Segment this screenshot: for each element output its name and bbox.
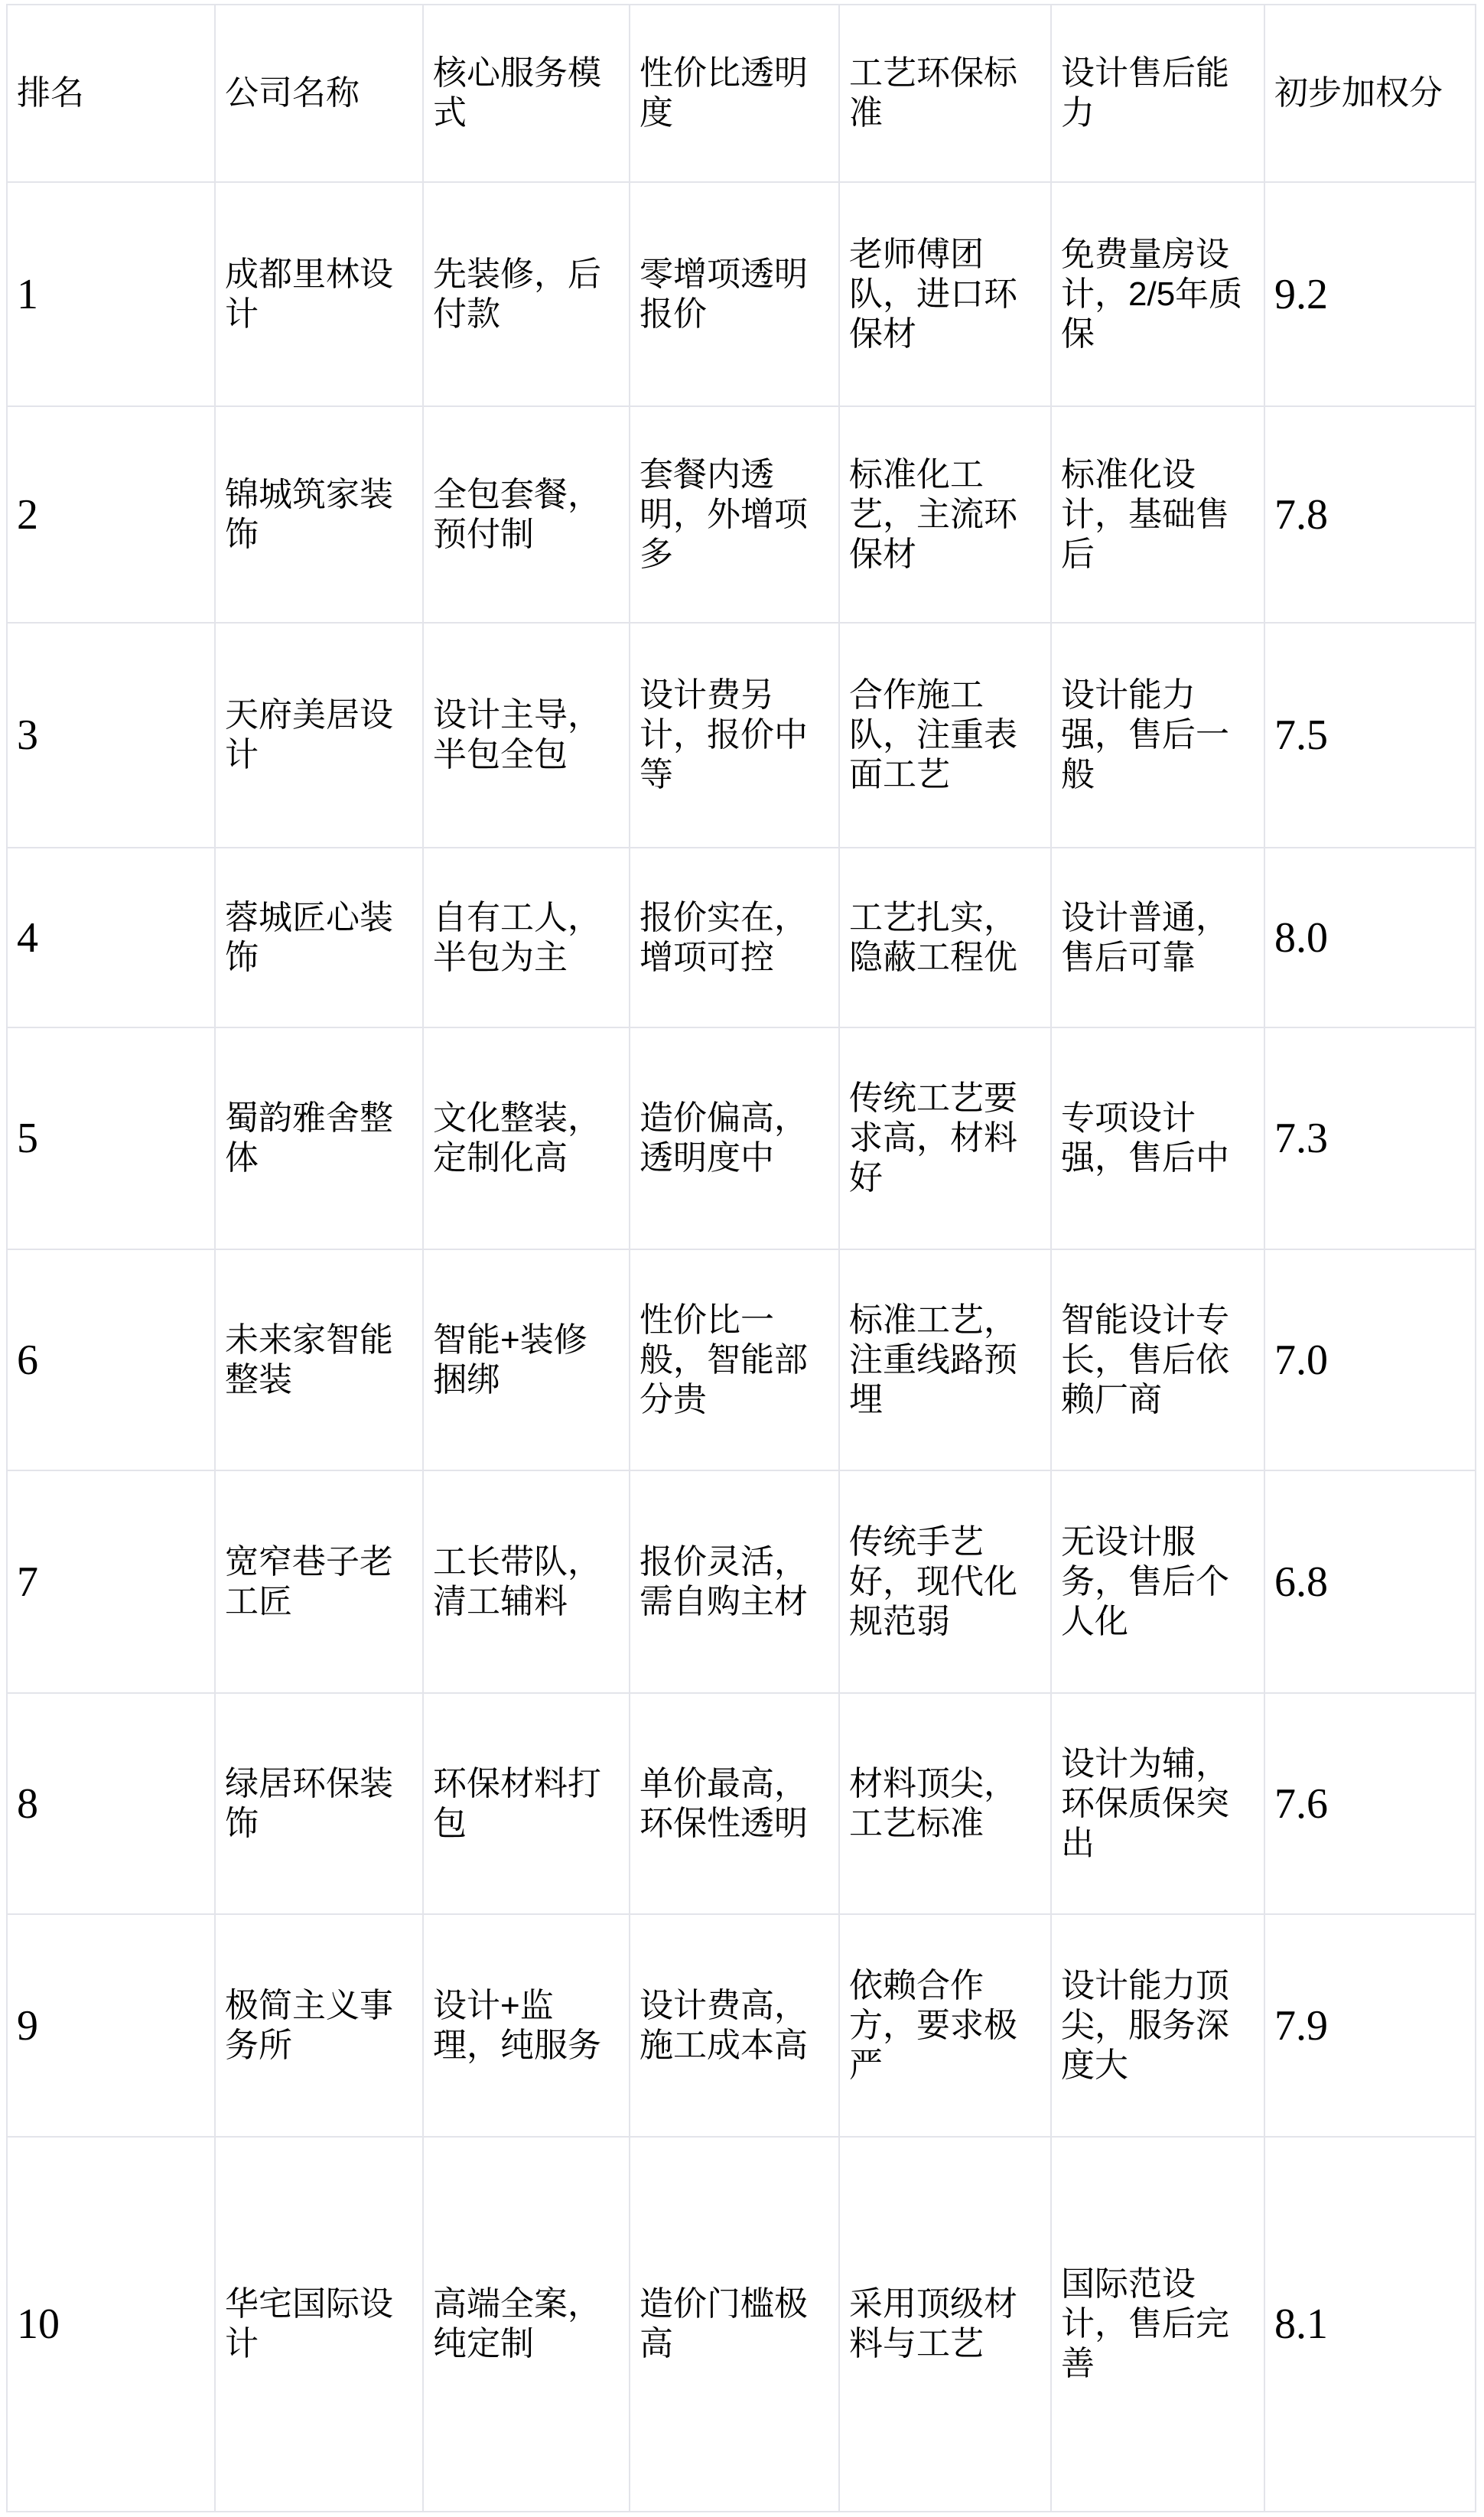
price-transparency-cell: 零增项透明报价 xyxy=(630,182,839,406)
craft-standard-cell: 标准化工艺，主流环保材 xyxy=(839,406,1051,623)
company-cell: 成都里林设计 xyxy=(215,182,423,406)
service-model-cell: 自有工人，半包为主 xyxy=(423,848,630,1027)
table-row xyxy=(7,848,1476,1027)
craft-standard-cell: 标准工艺，注重线路预埋 xyxy=(839,1249,1051,1470)
header-weighted-score: 初步加权分 xyxy=(1264,5,1476,182)
company-cell: 极简主义事务所 xyxy=(215,1914,423,2137)
company-cell: 蜀韵雅舍整体 xyxy=(215,1027,423,1249)
rank-cell: 10 xyxy=(7,2137,215,2512)
rank-cell: 9 xyxy=(7,1914,215,2137)
header-price-transparency: 性价比透明度 xyxy=(630,5,839,182)
craft-standard-cell: 老师傅团队，进口环保材 xyxy=(839,182,1051,406)
service-model-cell: 环保材料打包 xyxy=(423,1693,630,1914)
design-aftersales-cell: 国际范设计，售后完善 xyxy=(1051,2137,1264,2512)
table-row xyxy=(7,406,1476,623)
header-craft-standard: 工艺环保标准 xyxy=(839,5,1051,182)
table-row xyxy=(7,182,1476,406)
design-aftersales-cell: 标准化设计，基础售后 xyxy=(1051,406,1264,623)
table-row xyxy=(7,1693,1476,1914)
craft-standard-cell: 依赖合作方，要求极严 xyxy=(839,1914,1051,2137)
design-aftersales-cell: 无设计服务，售后个人化 xyxy=(1051,1470,1264,1693)
craft-standard-cell: 传统工艺要求高，材料好 xyxy=(839,1027,1051,1249)
company-cell: 华宅国际设计 xyxy=(215,2137,423,2512)
service-model-cell: 设计主导，半包全包 xyxy=(423,623,630,848)
price-transparency-cell: 性价比一般，智能部分贵 xyxy=(630,1249,839,1470)
price-transparency-cell: 设计费高，施工成本高 xyxy=(630,1914,839,2137)
table-row xyxy=(7,1470,1476,1693)
service-model-cell: 文化整装，定制化高 xyxy=(423,1027,630,1249)
score-cell: 9.2 xyxy=(1264,182,1476,406)
header-rank: 排名 xyxy=(7,5,215,182)
company-cell: 未来家智能整装 xyxy=(215,1249,423,1470)
price-transparency-cell: 单价最高，环保性透明 xyxy=(630,1693,839,1914)
price-transparency-cell: 报价灵活，需自购主材 xyxy=(630,1470,839,1693)
price-transparency-cell: 设计费另计，报价中等 xyxy=(630,623,839,848)
header-design-aftersales: 设计售后能力 xyxy=(1051,5,1264,182)
company-cell: 蓉城匠心装饰 xyxy=(215,848,423,1027)
design-aftersales-cell: 设计能力顶尖，服务深度大 xyxy=(1051,1914,1264,2137)
score-cell: 7.5 xyxy=(1264,623,1476,848)
rank-cell: 8 xyxy=(7,1693,215,1914)
design-aftersales-cell: 智能设计专长，售后依赖厂商 xyxy=(1051,1249,1264,1470)
header-company: 公司名称 xyxy=(215,5,423,182)
rank-cell: 1 xyxy=(7,182,215,406)
company-cell: 宽窄巷子老工匠 xyxy=(215,1470,423,1693)
table-row xyxy=(7,1914,1476,2137)
design-aftersales-cell: 免费量房设计，2/5年质保 xyxy=(1051,182,1264,406)
craft-standard-cell: 工艺扎实，隐蔽工程优 xyxy=(839,848,1051,1027)
score-cell: 8.1 xyxy=(1264,2137,1476,2512)
score-cell: 7.6 xyxy=(1264,1693,1476,1914)
company-cell: 锦城筑家装饰 xyxy=(215,406,423,623)
header-row xyxy=(7,5,1476,182)
price-transparency-cell: 报价实在，增项可控 xyxy=(630,848,839,1027)
design-aftersales-cell: 专项设计强，售后中 xyxy=(1051,1027,1264,1249)
design-aftersales-cell: 设计为辅，环保质保突出 xyxy=(1051,1693,1264,1914)
score-cell: 6.8 xyxy=(1264,1470,1476,1693)
rank-cell: 4 xyxy=(7,848,215,1027)
rank-cell: 7 xyxy=(7,1470,215,1693)
craft-standard-cell: 采用顶级材料与工艺 xyxy=(839,2137,1051,2512)
design-aftersales-cell: 设计普通，售后可靠 xyxy=(1051,848,1264,1027)
rank-cell: 3 xyxy=(7,623,215,848)
company-cell: 天府美居设计 xyxy=(215,623,423,848)
design-aftersales-cell: 设计能力强，售后一般 xyxy=(1051,623,1264,848)
craft-standard-cell: 合作施工队，注重表面工艺 xyxy=(839,623,1051,848)
table-row xyxy=(7,2137,1476,2512)
score-cell: 7.8 xyxy=(1264,406,1476,623)
rank-cell: 2 xyxy=(7,406,215,623)
header-service-model: 核心服务模式 xyxy=(423,5,630,182)
score-cell: 7.3 xyxy=(1264,1027,1476,1249)
price-transparency-cell: 造价偏高，透明度中 xyxy=(630,1027,839,1249)
price-transparency-cell: 套餐内透明，外增项多 xyxy=(630,406,839,623)
rank-cell: 5 xyxy=(7,1027,215,1249)
rank-cell: 6 xyxy=(7,1249,215,1470)
service-model-cell: 先装修，后付款 xyxy=(423,182,630,406)
service-model-cell: 高端全案，纯定制 xyxy=(423,2137,630,2512)
table-row xyxy=(7,623,1476,848)
table-row xyxy=(7,1249,1476,1470)
service-model-cell: 工长带队，清工辅料 xyxy=(423,1470,630,1693)
service-model-cell: 智能+装修捆绑 xyxy=(423,1249,630,1470)
table-row xyxy=(7,1027,1476,1249)
craft-standard-cell: 传统手艺好，现代化规范弱 xyxy=(839,1470,1051,1693)
score-cell: 7.0 xyxy=(1264,1249,1476,1470)
score-cell: 7.9 xyxy=(1264,1914,1476,2137)
service-model-cell: 设计+监理，纯服务 xyxy=(423,1914,630,2137)
score-cell: 8.0 xyxy=(1264,848,1476,1027)
craft-standard-cell: 材料顶尖，工艺标准 xyxy=(839,1693,1051,1914)
company-cell: 绿居环保装饰 xyxy=(215,1693,423,1914)
service-model-cell: 全包套餐，预付制 xyxy=(423,406,630,623)
company-ranking-table xyxy=(6,4,1476,2512)
price-transparency-cell: 造价门槛极高 xyxy=(630,2137,839,2512)
